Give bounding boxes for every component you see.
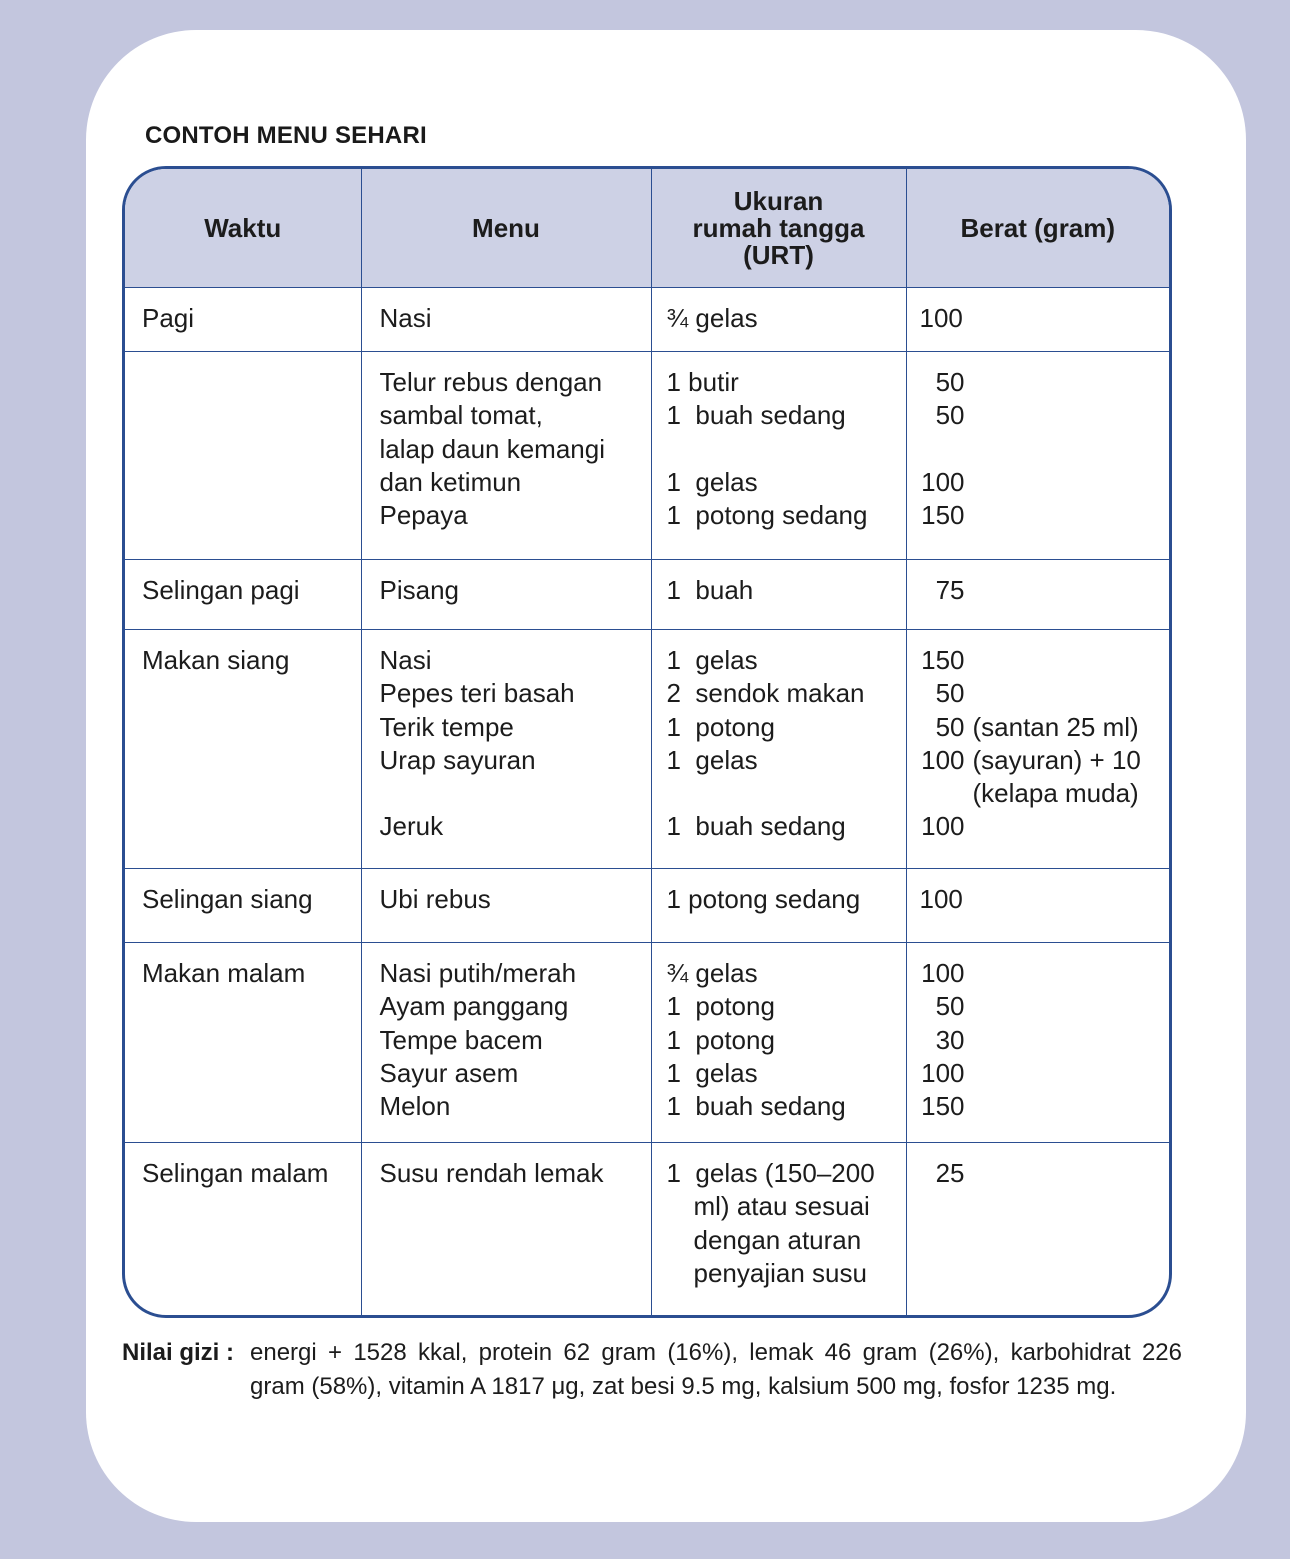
berat-value: 150 xyxy=(921,1091,965,1122)
cell-menu-line: Nasi xyxy=(379,303,432,333)
cell-urt-line: penyajian susu xyxy=(693,1257,867,1288)
cell-waktu: Makan malam xyxy=(125,943,361,1143)
berat-value: 25 xyxy=(935,1158,965,1188)
cell-menu-line xyxy=(380,777,651,810)
cell-berat-line xyxy=(920,744,1170,777)
berat-note xyxy=(965,645,973,675)
cell-menu-line: Pisang xyxy=(379,575,459,605)
cell-urt-line: 1 potong sedang xyxy=(666,500,868,531)
cell-waktu: Makan siang xyxy=(125,630,361,869)
table-row xyxy=(125,1143,1169,1319)
cell-urt-line: 1 potong xyxy=(666,991,775,1022)
cell-menu-line: Ayam panggang xyxy=(379,991,569,1022)
berat-value: 30 xyxy=(935,1024,965,1055)
cell-berat xyxy=(906,560,1169,630)
berat-value: 50 xyxy=(935,678,965,709)
cell-berat-line xyxy=(920,711,1170,744)
cell-berat xyxy=(906,943,1169,1143)
berat-value: 150 xyxy=(921,500,965,531)
cell-urt xyxy=(651,630,906,869)
cell-urt-line: 1 buah xyxy=(666,575,754,605)
cell-waktu xyxy=(125,352,361,560)
berat-value: 100 xyxy=(919,884,963,914)
header-menu: Menu xyxy=(361,169,651,288)
nutrition-text: energi + 1528 kkal, protein 62 gram (16%), lemak 46 gram (26%), karbohidrat 226 gram (58%), vitamin A 1817 μg, zat besi 9.5 mg, kalsium 500 mg, fosfor 1235 mg. xyxy=(250,1339,1182,1400)
cell-urt xyxy=(651,869,906,943)
berat-note xyxy=(965,811,973,841)
cell-urt xyxy=(651,1143,906,1319)
cell-waktu: Selingan pagi xyxy=(125,560,361,630)
cell-urt-line: ¾ gelas xyxy=(666,958,758,988)
cell-menu-line: Pepes teri basah xyxy=(379,678,575,709)
cell-waktu: Selingan siang xyxy=(125,869,361,943)
cell-berat xyxy=(906,352,1169,560)
cell-urt-line: 1 buah sedang xyxy=(666,400,846,431)
cell-berat xyxy=(906,869,1169,943)
header-urt-line: Ukuran xyxy=(733,185,824,216)
cell-menu xyxy=(361,560,651,630)
berat-note: (sayuran) + 10 xyxy=(972,744,1141,775)
cell-berat-line xyxy=(920,990,1170,1023)
berat-value: 50 xyxy=(935,711,965,742)
cell-berat-line xyxy=(920,1024,1170,1057)
cell-urt-line: 1 butir xyxy=(666,367,739,397)
table-row xyxy=(125,943,1169,1143)
cell-urt xyxy=(651,288,906,352)
table-row xyxy=(125,288,1169,352)
cell-berat-line xyxy=(920,777,1170,810)
cell-berat-line xyxy=(920,574,1170,607)
berat-value: 100 xyxy=(919,303,963,333)
cell-urt xyxy=(651,352,906,560)
cell-berat-line xyxy=(920,499,1170,532)
cell-menu-line: Nasi xyxy=(379,645,432,675)
cell-urt-line xyxy=(667,777,906,810)
cell-menu-line: Ubi rebus xyxy=(379,884,491,914)
cell-menu-line: Melon xyxy=(379,1091,451,1122)
cell-urt-line: 1 gelas (150–200 xyxy=(666,1158,875,1188)
cell-urt-line: 1 gelas xyxy=(666,466,758,497)
cell-berat-line xyxy=(920,1090,1170,1123)
cell-urt-line: ¾ gelas xyxy=(666,303,758,333)
cell-berat xyxy=(906,288,1169,352)
header-urt-line: rumah tangga xyxy=(692,212,865,243)
cell-menu-line: Terik tempe xyxy=(379,711,514,742)
cell-berat-line xyxy=(920,399,1170,432)
header-berat: Berat (gram) xyxy=(906,169,1169,288)
menu-table-frame xyxy=(122,166,1172,1318)
cell-urt-line: 1 potong sedang xyxy=(666,884,861,914)
cell-berat xyxy=(906,1143,1169,1319)
cell-menu xyxy=(361,943,651,1143)
cell-urt-line: dengan aturan xyxy=(693,1224,862,1255)
berat-value: 150 xyxy=(921,645,965,675)
cell-berat-line xyxy=(920,644,1170,677)
berat-note xyxy=(965,678,973,708)
cell-menu-line: Tempe bacem xyxy=(379,1024,543,1055)
berat-value: 50 xyxy=(935,400,965,431)
berat-note: (santan 25 ml) xyxy=(972,711,1139,742)
berat-value: 100 xyxy=(921,958,965,988)
cell-menu-line: dan ketimun xyxy=(379,466,522,497)
cell-urt-line: 1 buah sedang xyxy=(666,1091,846,1122)
table-row xyxy=(125,352,1169,560)
cell-berat-line xyxy=(920,366,1170,399)
menu-table xyxy=(125,169,1169,1318)
nutrition-note xyxy=(122,1336,1182,1404)
cell-menu-line: Susu rendah lemak xyxy=(379,1158,604,1188)
cell-menu-line: Sayur asem xyxy=(379,1057,519,1088)
cell-menu-line: Jeruk xyxy=(379,811,444,842)
berat-value: 50 xyxy=(935,991,965,1022)
cell-urt-line: 1 buah sedang xyxy=(666,811,846,842)
header-urt xyxy=(651,169,906,288)
table-row xyxy=(125,869,1169,943)
cell-menu-line: sambal tomat, xyxy=(379,400,543,431)
berat-note: (kelapa muda) xyxy=(972,778,1139,809)
cell-menu-line: Telur rebus dengan xyxy=(379,367,603,397)
cell-berat-line xyxy=(920,957,1170,990)
table-row xyxy=(125,560,1169,630)
berat-value: 100 xyxy=(921,466,965,497)
nutrition-label: Nilai gizi : xyxy=(122,1339,235,1366)
cell-urt-line: 1 gelas xyxy=(666,645,758,675)
cell-menu-line: Pepaya xyxy=(379,500,468,531)
cell-menu xyxy=(361,288,651,352)
cell-waktu: Selingan malam xyxy=(125,1143,361,1319)
cell-menu xyxy=(361,1143,651,1319)
cell-berat-line xyxy=(920,302,1170,335)
cell-urt xyxy=(651,943,906,1143)
cell-berat-line xyxy=(920,433,1170,466)
berat-value: 100 xyxy=(921,1057,965,1088)
cell-menu-line: Nasi putih/merah xyxy=(379,958,577,988)
berat-value: 50 xyxy=(935,367,965,397)
cell-urt-line xyxy=(667,433,906,466)
table-header-row xyxy=(125,169,1169,288)
cell-waktu: Pagi xyxy=(125,288,361,352)
cell-urt-line: 2 sendok makan xyxy=(666,678,865,709)
cell-berat-line xyxy=(920,677,1170,710)
cell-urt-line: 1 potong xyxy=(666,711,775,742)
header-waktu: Waktu xyxy=(125,169,361,288)
cell-menu xyxy=(361,869,651,943)
cell-urt-line: 1 gelas xyxy=(666,1057,758,1088)
berat-value: 100 xyxy=(921,744,965,775)
cell-menu-line: lalap daun kemangi xyxy=(379,433,605,464)
cell-menu xyxy=(361,630,651,869)
berat-value: 75 xyxy=(935,575,965,605)
table-row xyxy=(125,630,1169,869)
cell-menu-line: Urap sayuran xyxy=(379,744,536,775)
cell-berat-line xyxy=(920,466,1170,499)
cell-urt-line: ml) atau sesuai xyxy=(693,1191,870,1222)
cell-urt-line: 1 potong xyxy=(666,1024,775,1055)
cell-berat-line xyxy=(920,810,1170,843)
cell-urt xyxy=(651,560,906,630)
cell-menu xyxy=(361,352,651,560)
cell-berat-line xyxy=(920,1157,1170,1190)
section-title: CONTOH MENU SEHARI xyxy=(145,122,427,149)
cell-berat xyxy=(906,630,1169,869)
cell-berat-line xyxy=(920,883,1170,916)
cell-berat-line xyxy=(920,1057,1170,1090)
header-urt-line: (URT) xyxy=(743,239,814,270)
berat-value: 100 xyxy=(921,811,965,842)
cell-urt-line: 1 gelas xyxy=(666,744,758,775)
